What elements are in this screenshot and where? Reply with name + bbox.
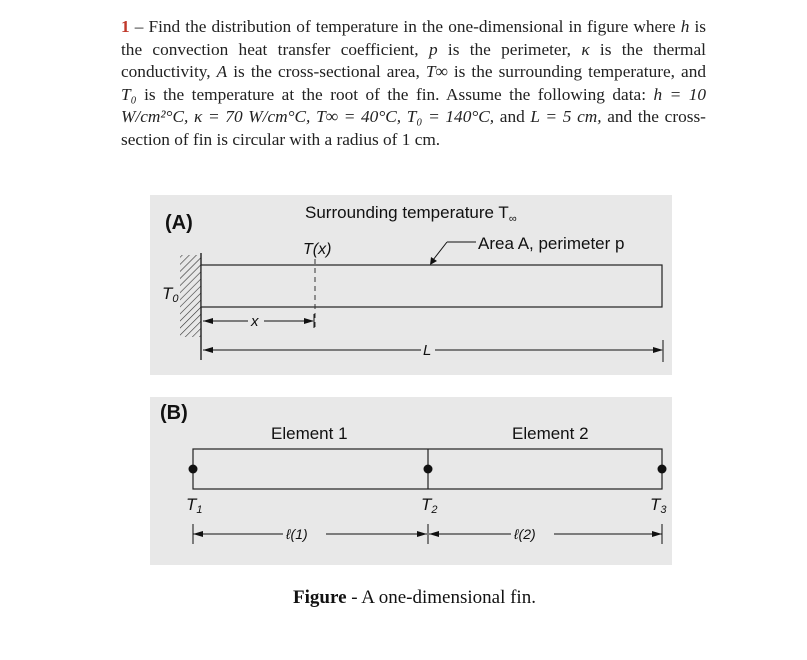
figure-panel-a: [150, 195, 672, 375]
caption-bold: Figure: [293, 587, 347, 608]
data-t-inf: T∞ = 40°C,: [316, 107, 402, 127]
t1-text: T: [186, 495, 197, 514]
node-1: [189, 465, 198, 474]
l-label: L: [423, 342, 432, 359]
t0-text: T: [162, 284, 173, 303]
area-label: Area A, perimeter p: [478, 234, 625, 253]
x-label: x: [251, 313, 259, 330]
symbol-p: p: [428, 39, 438, 59]
l1-label: ℓ(1): [286, 526, 308, 542]
problem-text-7: is the temperature at the root of the fin.: [144, 84, 440, 104]
node-3: [658, 465, 667, 474]
tx-label: T(x): [303, 241, 332, 258]
t3-sub: 3: [660, 504, 667, 516]
symbol-h: h: [680, 17, 690, 36]
l1-dim-arrow-right: [417, 531, 427, 537]
problem-statement: [121, 16, 706, 152]
element-2-label: Element 2: [512, 424, 589, 443]
l-dim-arrow-left: [203, 347, 213, 353]
surrounding-sub: ∞: [508, 213, 517, 225]
problem-number: 1: [121, 17, 130, 36]
node-2: [424, 465, 433, 474]
l2-label: ℓ(2): [514, 526, 536, 542]
data-h: h = 10 W/cm²°C,: [121, 84, 707, 127]
problem-text-2: is the convection heat transfer coefficient,: [121, 17, 706, 59]
wall-hatch: [180, 255, 201, 337]
t2-label: [421, 495, 438, 516]
problem-text-6: is the surrounding temperature, and: [453, 62, 706, 82]
t2-text: T: [421, 495, 432, 514]
problem-text-1: Find the distribution of temperature in the one-dimensional in figure where: [148, 17, 676, 36]
surrounding-text: Surrounding temperature T: [305, 203, 509, 222]
problem-text-and: and: [499, 107, 525, 127]
element-1-label: Element 1: [271, 424, 348, 443]
symbol-t0: T₀: [121, 84, 137, 104]
data-l: L = 5 cm,: [530, 107, 602, 127]
t1-sub: 1: [196, 504, 203, 516]
figure-panel-b: [150, 397, 672, 565]
l1-dim-arrow-left: [193, 531, 203, 537]
data-kappa: κ = 70 W/cm°C,: [193, 107, 311, 127]
x-dim-arrow-left: [203, 318, 213, 324]
problem-dash: –: [134, 17, 144, 36]
data-t0: T₀ = 140°C,: [406, 107, 495, 127]
t2-sub: 2: [431, 504, 438, 516]
symbol-kappa: κ: [581, 39, 590, 59]
fin-body: [201, 265, 662, 307]
element-diagram-b: [150, 397, 672, 565]
l2-dim-arrow-left: [429, 531, 439, 537]
t0-label: [162, 284, 179, 305]
fin-diagram-a: [150, 195, 672, 375]
panel-a-label: (A): [165, 212, 193, 234]
t3-text: T: [650, 495, 661, 514]
problem-text-5: is the cross-sectional area,: [233, 62, 420, 82]
problem-text-9: and the cross-section of fin is circular with a radius of 1 cm.: [121, 107, 706, 149]
problem-text-4: is the thermal conductivity,: [121, 39, 706, 82]
area-leader-arrowhead: [430, 257, 437, 265]
panel-b-label: (B): [160, 402, 188, 424]
t1-label: [186, 495, 203, 516]
t0-sub: 0: [172, 293, 179, 305]
area-leader-diagonal: [433, 242, 447, 260]
symbol-t-inf: T∞: [425, 62, 448, 82]
figure-caption: [0, 587, 807, 609]
symbol-a: A: [216, 62, 228, 82]
problem-text-3: is the perimeter,: [447, 39, 571, 59]
l-dim-arrow-right: [653, 347, 663, 353]
surrounding-label: [305, 203, 517, 225]
x-dim-arrow-right: [304, 318, 314, 324]
t3-label: [650, 495, 667, 516]
problem-text-8: Assume the following data:: [446, 84, 646, 104]
caption-text: - A one-dimensional fin.: [346, 587, 536, 608]
l2-dim-arrow-right: [652, 531, 662, 537]
